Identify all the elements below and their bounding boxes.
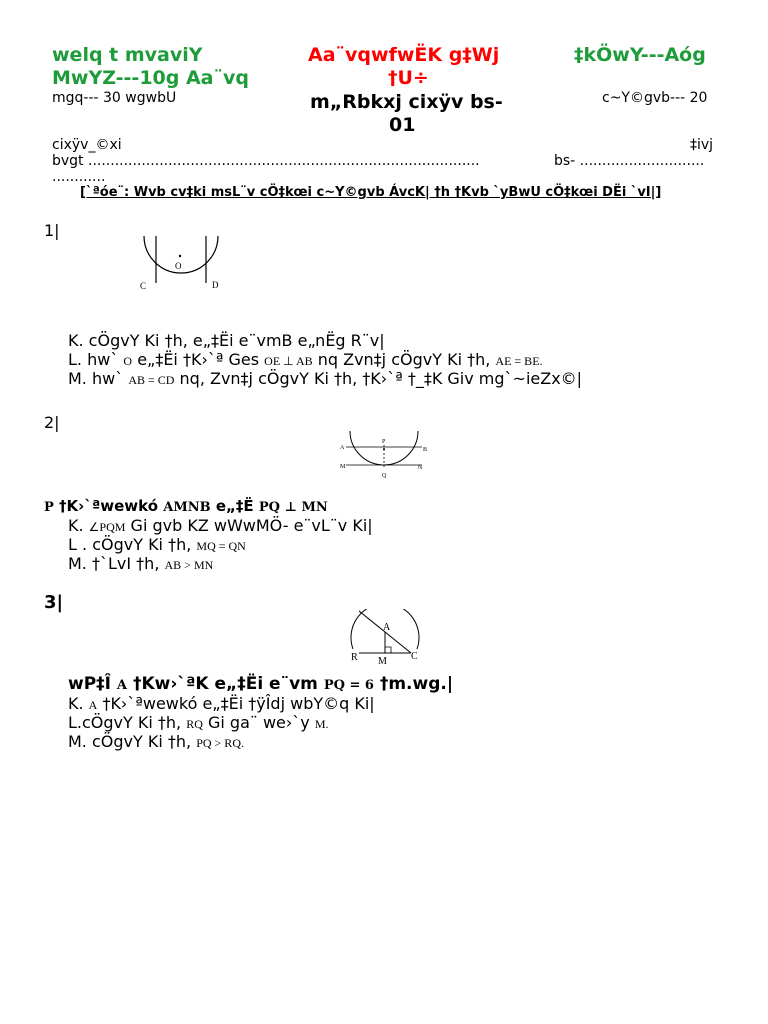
q3-b-math: RQ: [186, 717, 203, 731]
q2-stem-math1: P: [44, 500, 54, 515]
q3-stem-pre: wP‡Î: [68, 674, 111, 694]
q3-stem-math1: A: [116, 678, 128, 693]
q2-part-b: [68, 535, 246, 556]
q1-c-pre: hw`: [91, 369, 124, 388]
q2-a-math: ∠PQM: [88, 520, 126, 534]
q3-part-c: [68, 732, 244, 753]
q2-label-m: M: [340, 464, 346, 470]
roll-label: ‡ivj: [690, 137, 714, 153]
q3-b-post: Gi ga¨ we›`y: [207, 713, 310, 732]
q3-label-m: M: [378, 656, 387, 667]
q3-b-math2: M.: [314, 717, 329, 731]
q2-a-post: Gi gvb KZ wWwMÖ- e¨vL¨v Ki|: [130, 516, 373, 535]
number-field: bs- ............................: [554, 153, 705, 169]
q3-circle-figure: [345, 609, 423, 669]
q1-label-c: C: [140, 281, 147, 291]
q1-circle-figure: [136, 231, 226, 297]
q1-b-prefix: L.: [68, 350, 82, 369]
exam-subtitle: m„Rbkxj cixÿv bs-: [310, 91, 503, 113]
q3-a-prefix: K.: [68, 694, 84, 713]
q2-stem-mid: e„‡Ë: [215, 497, 254, 515]
q1-a-prefix: K.: [68, 331, 84, 350]
school-name: welq t mvaviY: [52, 44, 203, 66]
q3-c-pre: cÖgvY Ki †h,: [91, 732, 192, 751]
q1-c-post: nq, Zvn‡j cÖgvY Ki †h, †K›`ª †_‡K Giv mg`~ieZx©|: [179, 369, 583, 388]
examiner-label: cixÿv_©xi: [52, 137, 122, 153]
q1-label-d: D: [212, 280, 219, 290]
q2-stem: [44, 497, 328, 517]
q1-b-math3: AE = BE.: [495, 354, 543, 368]
q3-part-a: [68, 694, 375, 715]
q2-a-prefix: K.: [68, 516, 84, 535]
q3-stem-math2: PQ = 6: [323, 678, 374, 693]
q2-b-prefix: L .: [68, 535, 88, 554]
q3-number: 3|: [44, 592, 64, 613]
q3-stem: [68, 674, 453, 696]
q1-b-math1: O: [123, 354, 133, 368]
q3-b-prefix: L.: [68, 713, 82, 732]
q3-label-r: R: [351, 652, 358, 663]
q2-b-pre: cÖgvY Ki †h,: [92, 535, 192, 554]
q2-c-pre: †`LvI †h,: [91, 554, 160, 573]
q3-a-math: A: [88, 698, 98, 712]
q3-stem-mid: †Kw›`ªK e„‡Ëi e¨vm: [132, 674, 318, 694]
q3-c-prefix: M.: [68, 732, 87, 751]
q1-b-math2: OE ⊥ AB: [264, 354, 313, 368]
q1-c-prefix: M.: [68, 369, 87, 388]
q2-part-c: [68, 554, 213, 575]
q1-number: 1|: [44, 221, 60, 240]
q1-part-a: [68, 331, 385, 350]
q3-b-pre: cÖgvY Ki †h,: [82, 713, 182, 732]
chapter-title: Aa¨vqwfwËK g‡Wj: [308, 44, 500, 66]
q2-b-math: MQ = QN: [196, 539, 246, 553]
q1-b-mid: e„‡Ëi †K›`ª Ges: [137, 350, 260, 369]
q2-circle-figure: [336, 427, 432, 489]
q1-b-mid2: nq Zvn‡j cÖgvY Ki †h,: [317, 350, 491, 369]
q3-label-a: A: [383, 622, 391, 633]
name-field-continued: ............: [52, 169, 106, 185]
q1-part-c: [68, 369, 582, 390]
class-label: ‡kÖwY---Aóg: [574, 44, 706, 66]
q2-label-q: Q: [382, 473, 387, 479]
q3-label-c: C: [411, 651, 418, 662]
q2-label-p: P: [382, 439, 386, 445]
subject-line: MwYZ---10g Aa¨vq: [52, 67, 249, 89]
q3-a-post: †K›`ªwewkó e„‡Ëi †ÿÎdj wbY©q Ki|: [102, 694, 375, 713]
q1-b-pre: hw`: [87, 350, 119, 369]
name-field: bvgt ........................................................................................: [52, 153, 480, 169]
test-label: †U÷: [388, 67, 429, 89]
q2-stem-math2: AMNB: [163, 500, 211, 515]
q2-c-prefix: M.: [68, 554, 87, 573]
q2-part-a: [68, 516, 373, 537]
q1-label-o: O: [175, 261, 182, 271]
q2-number: 2|: [44, 413, 60, 432]
q1-a-text: cÖgvY Ki †h, e„‡Ëi e¨vmB e„nËg R¨v|: [88, 331, 385, 350]
q2-label-a: A: [340, 445, 345, 451]
q3-c-math: PQ > RQ.: [196, 736, 244, 750]
q2-label-b: B: [423, 447, 428, 453]
q1-c-math: AB = CD: [128, 373, 175, 387]
q2-label-n: N: [418, 465, 423, 471]
instruction: [`ªóe¨: Wvb cv‡ki msL¨v cÖ‡kœi c~Y©gvb ÁvcK| †h †Kvb `yBwU cÖ‡kœi DËi `vI|]: [80, 185, 662, 200]
q2-stem-pre: †K›`ªwewkó: [59, 497, 159, 515]
q2-stem-math3: PQ ⊥ MN: [258, 500, 328, 515]
exam-number: 01: [389, 114, 416, 136]
time-label: mgq--- 30 wgwbU: [52, 90, 177, 106]
q2-c-math: AB > MN: [164, 558, 214, 572]
full-marks-label: c~Y©gvb--- 20: [602, 90, 708, 106]
q1-part-b: [68, 350, 543, 371]
q3-stem-post: †m.wg.|: [379, 674, 454, 694]
q3-part-b: [68, 713, 329, 734]
